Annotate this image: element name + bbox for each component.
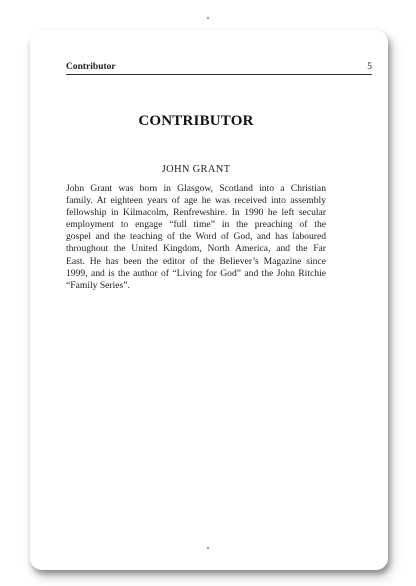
page-marker-bottom [207,547,209,549]
bio-line: family. At eighteen years of age he was received into assembly [66,195,326,207]
bio-line: 1999, and is the author of “Living for God” and the John Ritchie [66,267,326,279]
author-biography [66,183,326,292]
chapter-heading: CONTRIBUTOR [138,113,254,129]
bio-line: fellowship in Kilmacolm, Renfrewshire. In 1990 he left secular [66,207,326,219]
book-page [30,30,388,570]
bio-line: East. He has been the editor of the Believer’s Magazine since [66,255,326,267]
bio-line: employment to engage “full time” in the preaching of the [66,219,326,231]
bio-line: gospel and the teaching of the Word of God, and has laboured [66,231,326,243]
bio-line: throughout the United Kingdom, North America, and the Far [66,243,326,255]
bio-line: John Grant was born in Glasgow, Scotland into a Christian [66,183,326,194]
running-head-title: Contributor [66,62,116,72]
running-head [66,62,372,75]
bio-line: “Family Series”. [66,279,130,291]
page-marker-top [207,17,209,19]
author-name: JOHN GRANT [161,164,231,175]
page-number: 5 [367,62,372,72]
